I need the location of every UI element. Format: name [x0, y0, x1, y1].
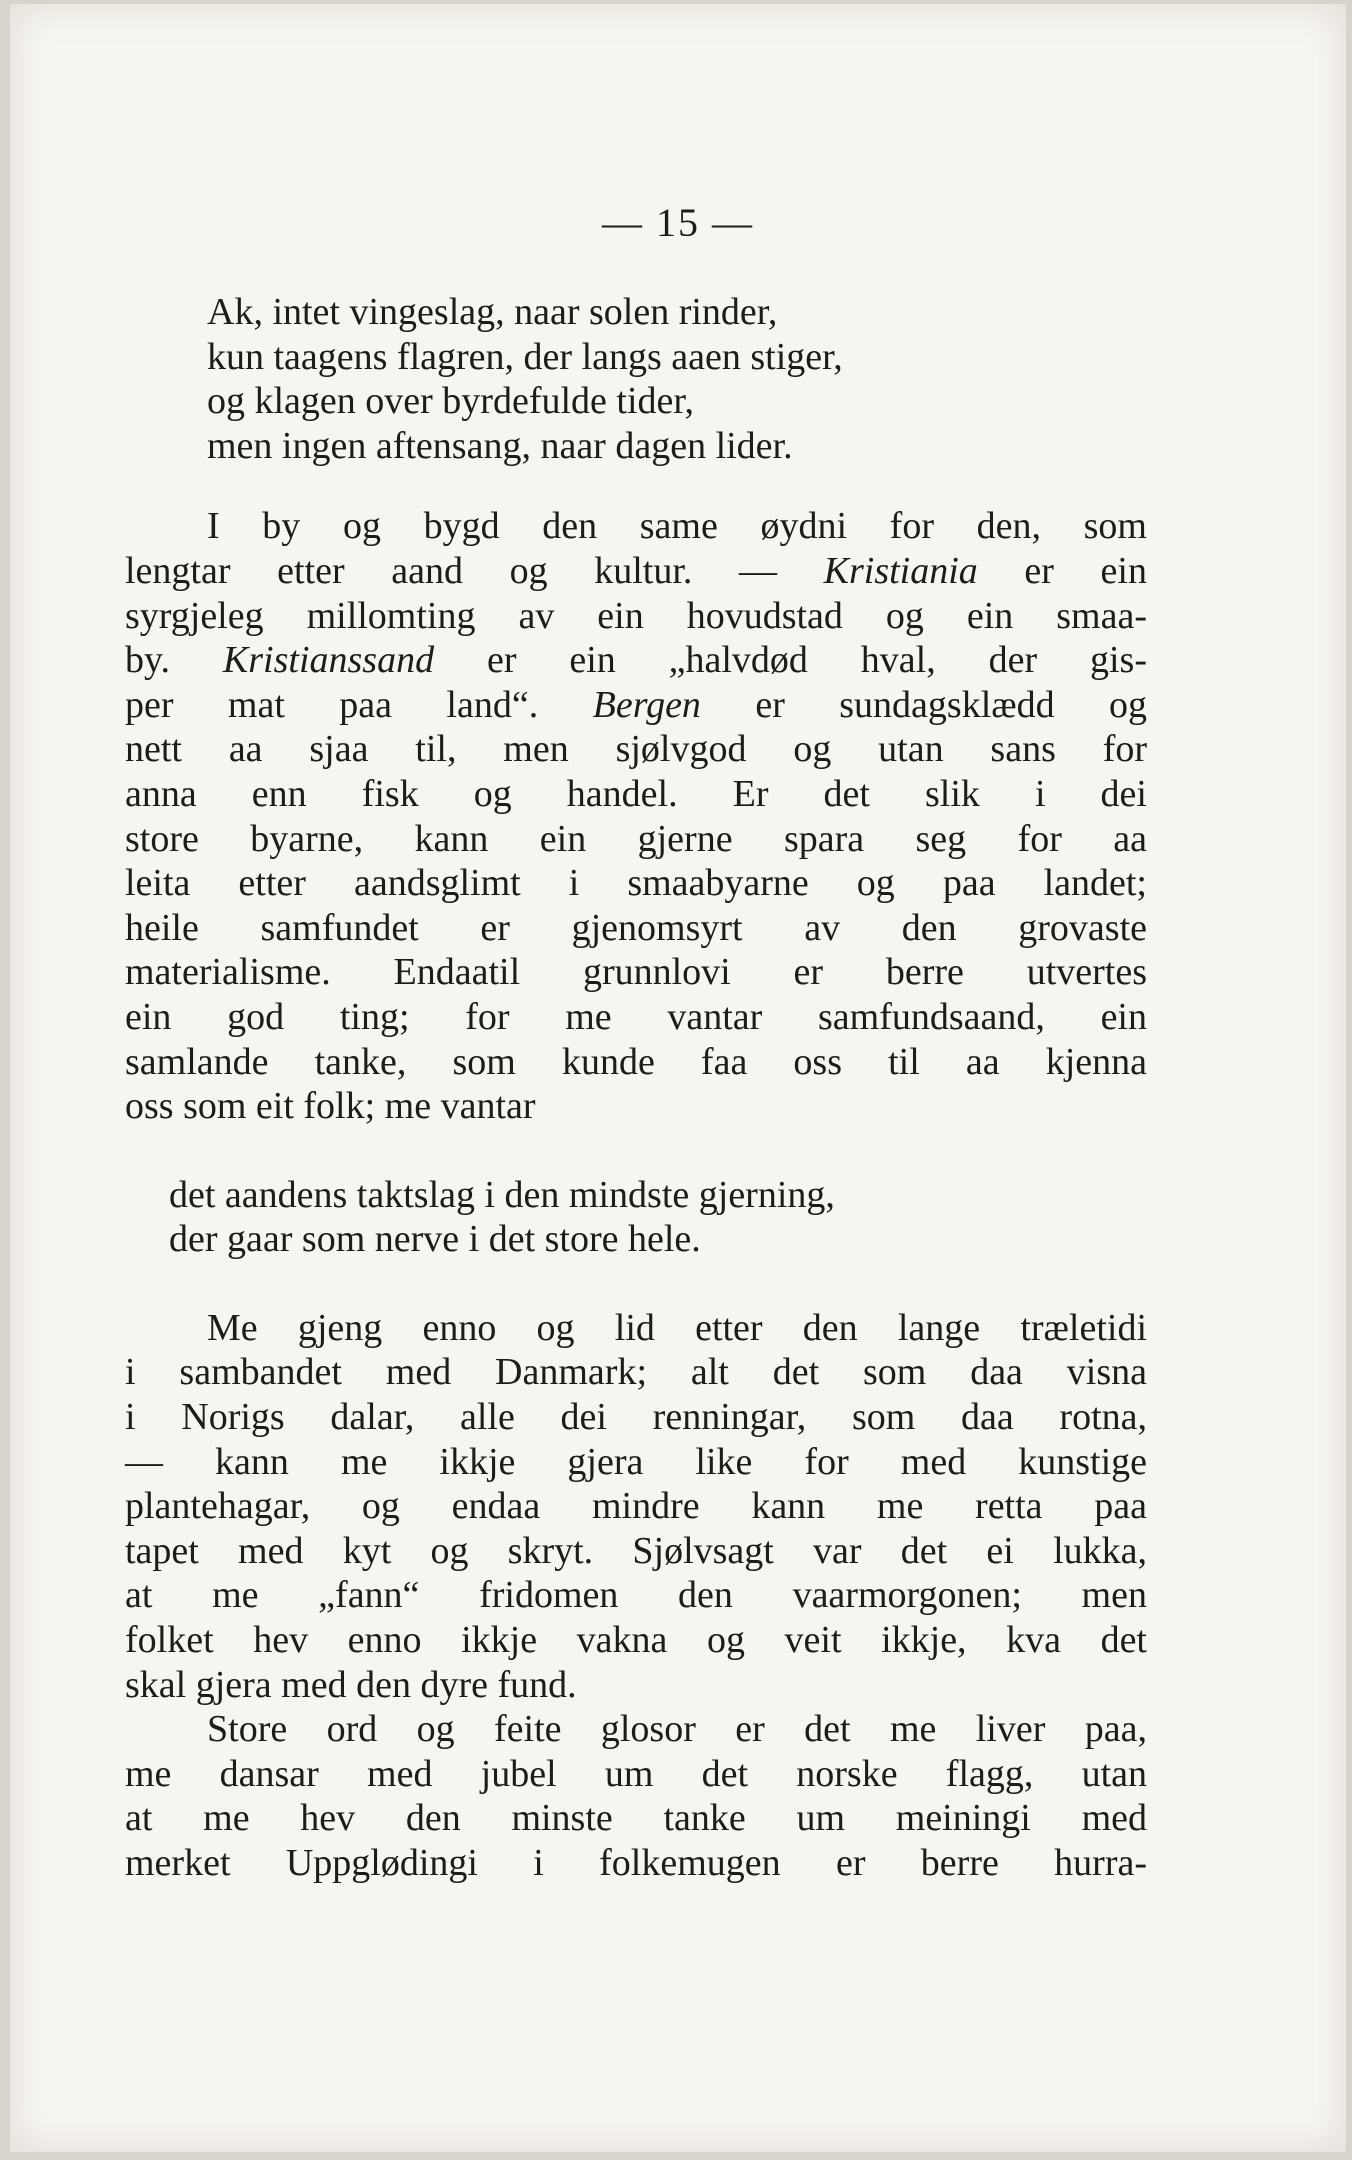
verse-1	[125, 290, 1147, 468]
text-line: i Norigs dalar, alle dei renningar, som daa rotna,	[125, 1396, 1147, 1439]
text-line: by. Kristianssand er ein „halvdød hval, der gis-	[125, 639, 1147, 682]
text-line: nett aa sjaa til, men sjølvgod og utan sans for	[125, 728, 1147, 771]
text-line: materialisme. Endaatil grunnlovi er berre utvertes	[125, 951, 1147, 994]
text-line: heile samfundet er gjenomsyrt av den grovaste	[125, 906, 1147, 949]
text-line: plantehagar, og endaa mindre kann me retta paa	[125, 1485, 1147, 1528]
text-line: folket hev enno ikkje vakna og veit ikkje, kva det	[125, 1619, 1147, 1662]
text-line: store byarne, kann ein gjerne spara seg for aa	[125, 817, 1147, 860]
text-line: at me „fann“ fridomen den vaarmorgonen; men	[125, 1574, 1147, 1617]
verse-line: men ingen aftensang, naar dagen lider.	[207, 424, 793, 467]
text-line: i sambandet med Danmark; alt det som daa visna	[125, 1351, 1147, 1394]
paragraph-1	[125, 504, 1147, 1128]
page-text	[125, 290, 1147, 1886]
text-line: me dansar med jubel um det norske flagg, utan	[125, 1752, 1147, 1795]
text-line: samlande tanke, som kunde faa oss til aa kjenna	[125, 1040, 1147, 1083]
text-line: Store ord og feite glosor er det me liver paa,	[207, 1708, 1147, 1751]
page-number: — 15 —	[602, 200, 754, 245]
text-line: tapet med kyt og skryt. Sjølvsagt var det ei lukka,	[125, 1529, 1147, 1572]
book-page	[10, 4, 1346, 2152]
italic-place-name: Kristiania	[823, 549, 978, 592]
text-line: merket Uppglødingi i folkemugen er berre hurra-	[125, 1842, 1147, 1884]
text-line: — kann me ikkje gjera like for med kunstige	[125, 1440, 1147, 1483]
verse-line: Ak, intet vingeslag, naar solen rinder,	[207, 291, 778, 333]
paragraph-3	[125, 1707, 1147, 1885]
text-line: skal gjera med den dyre fund.	[125, 1663, 577, 1706]
text-line: per mat paa land“. Bergen er sundagsklædd og	[125, 683, 1147, 726]
verse-line: og klagen over byrdefulde tider,	[207, 380, 695, 423]
text-line: leita etter aandsglimt i smaabyarne og paa landet;	[125, 862, 1147, 905]
text-line: ein god ting; for me vantar samfundsaand, ein	[125, 995, 1147, 1038]
text-line: lengtar etter aand og kultur. — Kristiania er ein	[125, 549, 1147, 592]
paragraph-2	[125, 1306, 1147, 1707]
verse-line: der gaar som nerve i det store hele.	[169, 1218, 701, 1261]
verse-2	[125, 1173, 1147, 1262]
text-line: oss som eit folk; me vantar	[125, 1085, 536, 1128]
verse-line: kun taagens flagren, der langs aaen stiger,	[207, 335, 843, 378]
verse-line: det aandens taktslag i den mindste gjerning,	[169, 1173, 835, 1216]
text-line: I by og bygd den same øydni for den, som	[207, 505, 1147, 548]
italic-place-name: Bergen	[592, 683, 701, 726]
text-line: at me hev den minste tanke um meiningi med	[125, 1797, 1147, 1840]
text-line: anna enn fisk og handel. Er det slik i dei	[125, 772, 1147, 815]
text-line: syrgjeleg millomting av ein hovudstad og ein smaa-	[125, 594, 1147, 637]
italic-place-name: Kristianssand	[222, 639, 435, 682]
text-line: Me gjeng enno og lid etter den lange træletidi	[207, 1306, 1147, 1349]
